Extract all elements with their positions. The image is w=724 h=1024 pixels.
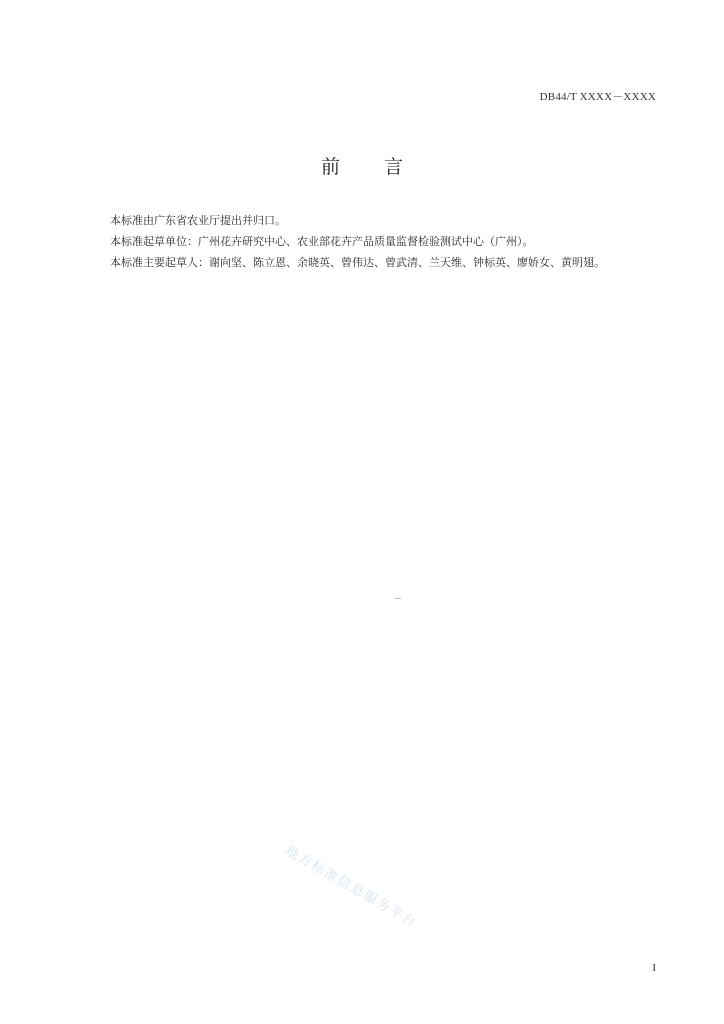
heading-char-2: 言 <box>384 156 404 178</box>
section-heading-foreword <box>0 152 724 179</box>
foreword-body <box>86 210 658 273</box>
standard-code: DB44/T XXXX－XXXX <box>539 91 656 103</box>
page-number: I <box>652 962 656 974</box>
paragraph-drafters: 本标准主要起草人：谢向坚、陈立恩、余晓英、曾伟达、曾武清、兰天维、钟标英、廖娇女、黄明翅。 <box>110 256 605 269</box>
center-mark <box>395 598 401 599</box>
paragraph-drafting-units: 本标准起草单位：广州花卉研究中心、农业部花卉产品质量监督检验测试中心（广州）。 <box>110 235 534 248</box>
heading-char-1: 前 <box>320 156 340 178</box>
paragraph-proposer: 本标准由广东省农业厅提出并归口。 <box>110 214 286 227</box>
watermark: 地方标准信息服务平台 <box>282 843 420 932</box>
